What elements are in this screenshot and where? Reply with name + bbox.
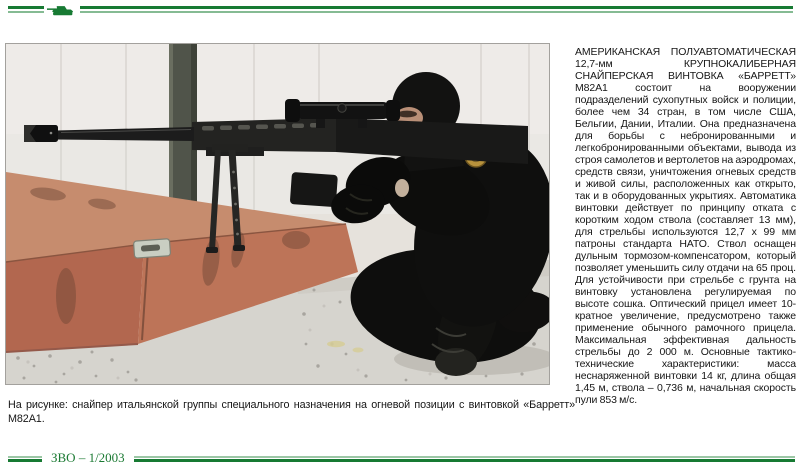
muzzle-brake [24,125,58,142]
header-rule-right-segment [80,6,793,13]
photo-sniper-barrett [5,43,550,385]
article-text: АМЕРИКАНСКАЯ ПОЛУАВТОМАТИЧЕСКАЯ 12,7-мм КРУПНОКАЛИБЕРНАЯ СНАЙПЕРСКАЯ ВИНТОВКА «БАРРЕТТ» М82А1 состоит на вооружении подразделений сухопутных войск и полиции, более чем 34 стран, в том числе США, Бельгии, Дании, Италии. Она предназначена для борьбы с небронированными и легкобронированными объектами, вывода из строя самолетов и вертолетов на аэродромах, средств связи, уничтожения огневых средств и живой силы, расположенных как открыто, так и в оборудованных укрытиях. Автоматика винтовки действует по принципу отката с коротким ходом ствола (составляет 13 мм), для стрельбы используются 12,7 х 99 мм патроны стандарта НАТО. Ствол оснащен дульным тормозом-компенсатором, который позволяет уменьшить силу отдачи на 65 проц. Для устойчивости при стрельбе с грунта на винтовку установлена регулируемая по высоте сошка. Оптический прицел имеет 10-кратное увеличение, предусмотрено также применение обычного рамочного прицела. Максимальная эффективная дальность стрельбы до 2 000 м. Основные тактико-технические характеристики: масса неснаряженной винтовки 14 кг, длина общая 1,45 м, ствола – 0,736 м, начальная скорость пули 853 м/с. [575,46,796,406]
metal-bracket [133,239,170,258]
footer-rule-right-segment [134,456,795,462]
journal-issue: ЗВО – 1/2003 [51,450,125,465]
wristwatch [395,179,409,197]
rifle-magazine [290,172,338,207]
footer-rule-left-segment [8,456,42,462]
footer-rule [8,451,795,467]
header-rule-left-segment [8,6,44,13]
photo-caption: На рисунке: снайпер итальянской группы специального назначения на огневой позиции с винтовкой «Барретт» М82А1. [8,399,575,425]
tank-icon [47,3,77,17]
header-rule [8,6,793,20]
